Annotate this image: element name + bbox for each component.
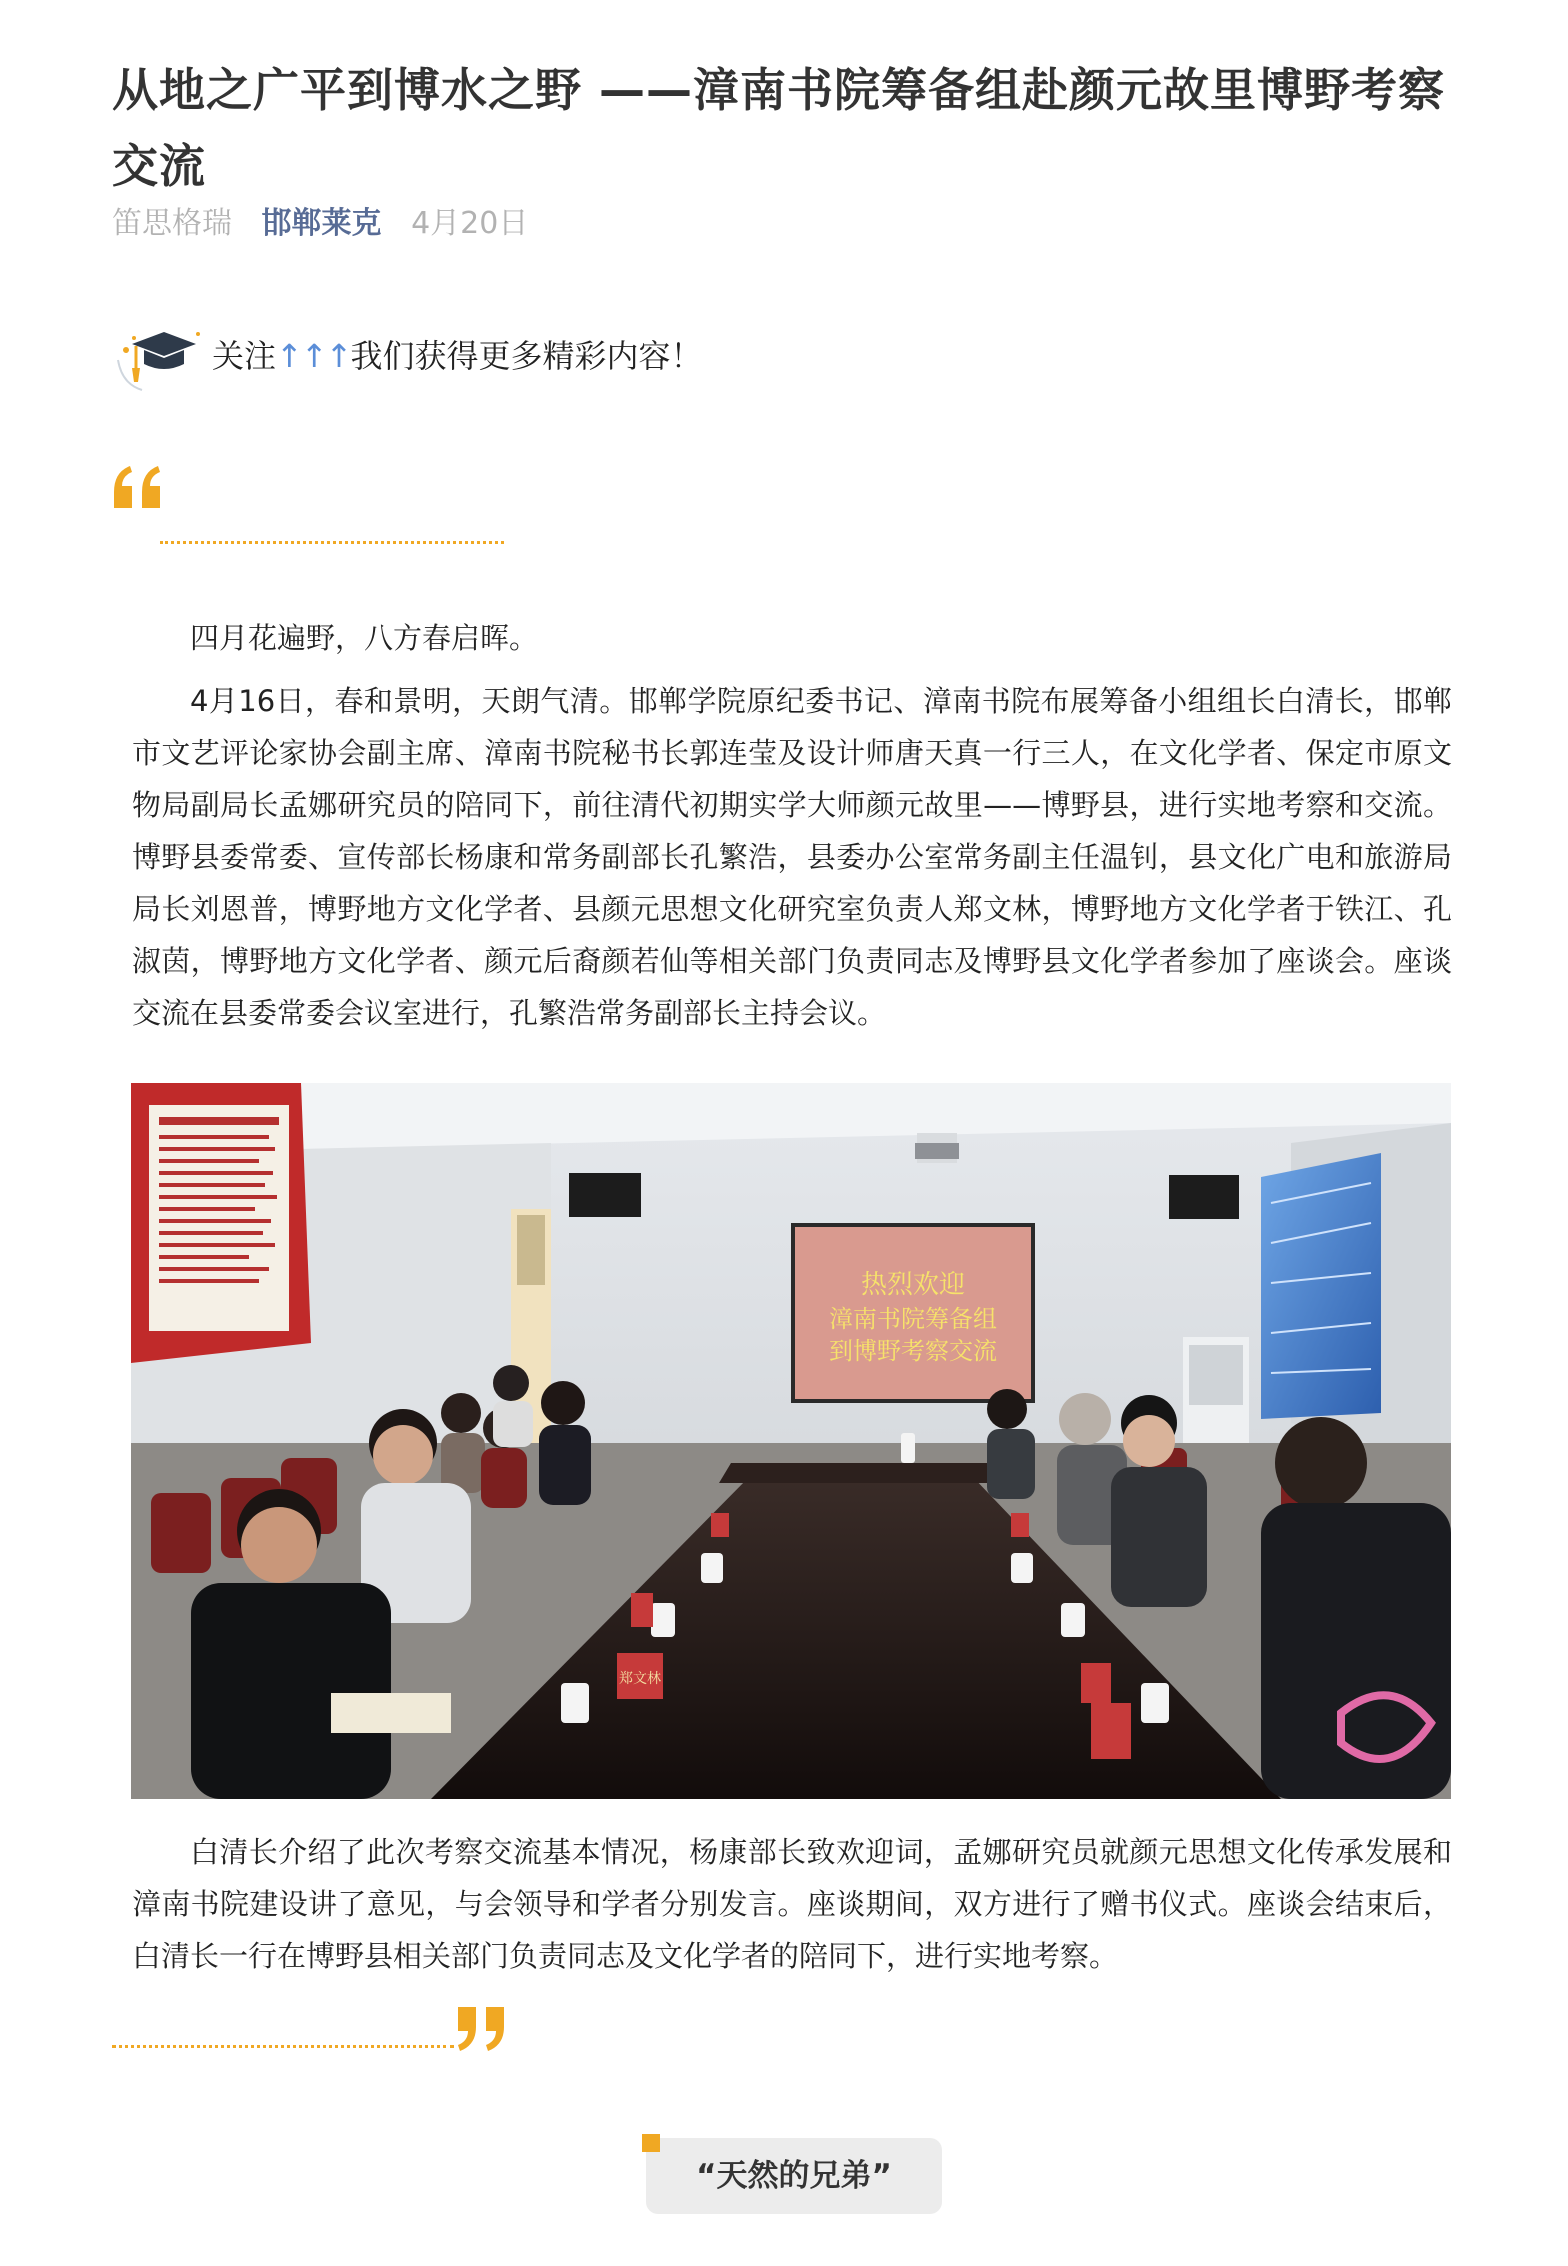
open-quote-icon	[110, 458, 170, 518]
screen-welcome-line1: 热烈欢迎	[860, 1270, 966, 1300]
photo-nameplate: 郑文林	[619, 1671, 661, 1687]
section-heading: “天然的兄弟”	[696, 2158, 892, 2194]
screen-welcome-line3: 到博野考察交流	[829, 1337, 997, 1365]
paragraph-visit: 4月16日，春和景明，天朗气清。邯郸学院原纪委书记、漳南书院布展筹备小组组长白清长，邯郸市文艺评论家协会副主席、漳南书院秘书长郭连莹及设计师唐天真一行三人，在文化学者、保定市原文物局副局长孟娜研究员的陪同下，前往清代初期实学大师颜元故里——博野县，进行实地考察和交流。博野县委常委、宣传部长杨康和常务副部长孔繁浩，县委办公室常务副主任温钊，县文化广电和旅游局局长刘恩普，博野地方文化学者、县颜元思想文化研究室负责人郑文林，博野地方文化学者于铁江、孔淑茵，博野地方文化学者、颜元后裔颜若仙等相关部门负责同志及博野县文化学者参加了座谈会。座谈交流在县委常委会议室进行，孔繁浩常务副部长主持会议。	[132, 684, 1452, 1030]
section-heading-box	[646, 2138, 942, 2214]
graduation-cap-icon	[112, 310, 212, 400]
follow-banner	[112, 310, 812, 400]
screen-welcome-line2: 漳南书院筹备组	[829, 1305, 997, 1333]
follow-prefix: 关注	[212, 337, 277, 375]
meeting-photo[interactable]	[131, 1083, 1451, 1799]
article-meta	[112, 204, 548, 244]
follow-suffix: 我们获得更多精彩内容！	[350, 337, 703, 375]
paragraph-summary: 白清长介绍了此次考察交流基本情况，杨康部长致欢迎词，孟娜研究员就颜元思想文化传承发展和漳南书院建设讲了意见，与会领导和学者分别发言。座谈期间，双方进行了赠书仪式。座谈会结束后，白清长一行在博野县相关部门负责同志及文化学者的陪同下，进行实地考察。	[132, 1835, 1452, 1973]
dotted-divider-top	[160, 541, 504, 544]
author-name: 笛思格瑞	[112, 206, 232, 241]
article-title: 从地之广平到博水之野 ——漳南书院筹备组赴颜元故里博野考察交流	[112, 63, 1446, 193]
paragraph-intro: 四月花遍野，八方春启晖。	[190, 621, 539, 655]
publish-date: 4月20日	[411, 206, 529, 241]
account-link[interactable]: 邯郸莱克	[261, 206, 382, 241]
dotted-divider-bottom	[112, 2045, 454, 2048]
close-quote-icon	[456, 2003, 508, 2057]
follow-text	[212, 334, 702, 378]
up-arrows-icon: ↑↑↑	[276, 337, 351, 375]
